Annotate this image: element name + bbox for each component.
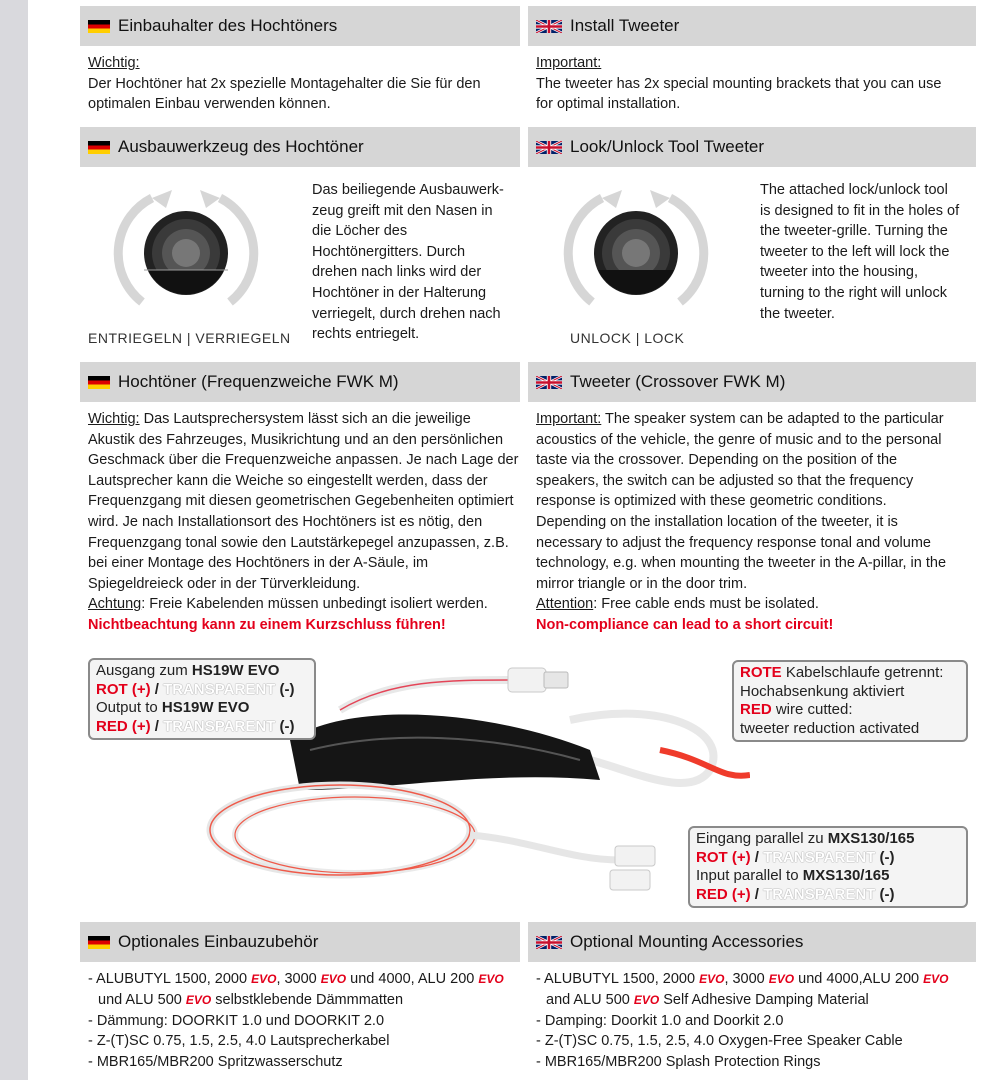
list-item [536,969,948,990]
uk-flag-icon [536,376,562,389]
important-label: Important: [536,411,602,427]
text-line: technology, e.g. when mounting the tweeter in the A-pillar, in the [536,555,947,572]
text-line: die Löcher des [312,223,408,240]
text-span: : Free cable ends must be isolated. [593,596,819,613]
text-line: taste via the crossover. Depending on the position of the [536,452,898,469]
text-line: Lautsprecher kann die Weiche so eingestellt werden, dass der [88,472,488,489]
text-line: the tweeter. [760,305,835,322]
uk-flag-icon [536,141,562,154]
callout-text: MXS130/165 [827,830,915,847]
callout-text: TRANSPARENT [163,717,276,735]
callout-text: MXS130/165 [802,867,890,884]
callout-text: TRANSPARENT [763,848,876,866]
text-line: Geschmack über die Frequenzweiche anpassen. Je nach Lage der [88,452,519,469]
text-line: tweeter to the left will lock the [760,243,950,260]
list-item [536,990,948,1011]
text-line: Hochtönergitters. Durch [312,243,466,260]
callout-text: RED (+) [696,885,751,903]
list-item [88,990,504,1011]
left-margin-strip [0,0,28,1080]
text-span: - ALUBUTYL 1500, 2000 [536,971,700,987]
accessories-list-de [88,969,504,1073]
text-line: drehen nach links wird der [312,264,482,281]
header-title: Optional Mounting Accessories [570,932,804,951]
list-item: - Z-(T)SC 0.75, 1.5, 2.5, 4.0 Oxygen-Free Speaker Cable [536,1033,903,1050]
text-span: and ALU 500 [546,991,634,1008]
text-span: und ALU 500 [98,991,186,1008]
text-line: Das beiliegende Ausbauwerk- [312,182,504,198]
text-line: Spiegeldreieck oder in der Türverkleidung. [88,575,361,592]
mount-text-de [88,53,518,115]
callout-text: Hochabsenkung aktiviert [740,682,905,700]
list-item: - MBR165/MBR200 Splash Protection Rings [536,1054,821,1071]
header-title: Optionales Einbauzubehör [118,932,319,951]
mount-text-en [536,53,976,115]
callout-text: (-) [275,717,295,735]
text-line: Depending on the installation location of the tweeter, it is [536,513,898,530]
callout-text: tweeter reduction activated [740,719,920,737]
text-line: Der Hochtöner hat 2x spezielle Montagehalter die Sie für den [88,75,481,92]
uk-flag-icon [536,20,562,33]
evo-tag: EVO [320,972,347,986]
callout-text: ROT (+) [696,848,751,866]
tool-caption-de: ENTRIEGELN | VERRIEGELN [88,330,291,346]
text-span: selbstklebende Dämmmatten [211,991,404,1008]
text-span: - ALUBUTYL 1500, 2000 [88,971,252,987]
callout-text: (-) [275,680,295,698]
text-line: response is optimized with these geometric conditions. [536,493,887,510]
caution-label: Attention [536,596,594,613]
important-label: Important: [536,55,602,71]
header-title: Install Tweeter [570,16,680,35]
header-accessories-de [80,922,520,962]
text-line: is designed to fit in the holes of [760,202,960,219]
warning-text: Nichtbeachtung kann zu einem Kurzschluss führen! [88,616,446,633]
callout-text: TRANSPARENT [163,680,276,698]
evo-tag: EVO [251,972,277,986]
callout-red-wire [732,660,968,742]
callout-text: Ausgang zum [96,662,192,679]
evo-tag: EVO [699,972,725,986]
text-line: speakers, the switch can be adjusted so that the frequency [536,472,914,489]
tool-caption-en: UNLOCK | LOCK [570,330,685,346]
german-flag-icon [88,20,110,33]
german-flag-icon [88,141,110,154]
callout-text: / [750,885,764,903]
important-label: Wichtig: [88,411,140,427]
evo-tag: EVO [923,972,949,986]
german-flag-icon [88,936,110,949]
german-flag-icon [88,376,110,389]
callout-text: (-) [875,848,895,866]
tool-text-de [312,180,522,345]
header-title: Ausbauwerkzeug des Hochtöner [118,137,364,156]
header-tool-de [80,127,520,167]
callout-input [688,826,968,908]
text-line: for optimal installation. [536,96,681,113]
text-line: verriegelt, durch drehen nach [312,305,501,322]
header-tool-en [528,127,976,167]
tweeter-lock-tool-image [112,184,260,322]
callout-text: Eingang parallel zu [696,830,828,847]
list-item: - Z-(T)SC 0.75, 1.5, 2.5, 4.0 Lautsprecherkabel [88,1033,390,1050]
text-span: : Freie Kabelenden müssen unbedingt isoliert werden. [141,596,488,613]
list-item [88,969,504,990]
text-span: , 3000 [724,971,769,987]
header-title: Hochtöner (Frequenzweiche FWK M) [118,372,399,391]
text-line: Frequenzgang tonal sowie den Lautstärkepegel anzupassen, z.B. [88,534,509,551]
text-span: Das Lautsprechersystem lässt sich an die jeweilige [139,411,471,427]
header-title: Look/Unlock Tool Tweeter [570,137,765,156]
text-line: zeug greift mit den Nasen in [312,202,493,219]
callout-text: RED [740,701,772,718]
text-line: rechts entriegelt. [312,326,420,343]
text-line: The attached lock/unlock tool [760,182,948,198]
warning-text: Non-compliance can lead to a short circuit! [536,616,834,633]
callout-text: Kabelschlaufe getrennt: [781,664,944,681]
text-line: acoustics of the vehicle, the genre of music and to the personal [536,431,942,448]
evo-tag: EVO [633,992,660,1007]
text-line: wird. Je nach Installationsort des Hochtöners ist es nötig, den [88,513,483,530]
text-span: und 4000, ALU 200 [346,971,479,987]
header-title: Tweeter (Crossover FWK M) [570,372,786,391]
header-mount-en [528,6,976,46]
callout-text: / [150,680,164,698]
text-line: turning to the right will unlock [760,284,947,301]
text-line: Frequenzgang mit diesen geometrischen Gegebenheiten optimiert [88,493,514,510]
evo-tag: EVO [185,992,212,1007]
text-line: bei einer Montage des Hochtöners in der A-Säule, im [88,555,429,572]
callout-text: HS19W EVO [161,699,250,716]
header-crossover-en [528,362,976,402]
callout-text: / [750,848,764,866]
callout-text: (-) [875,885,895,903]
callout-text: Input parallel to [696,867,803,884]
text-line: optimalen Einbau verwenden können. [88,96,331,113]
text-span: The speaker system can be adapted to the particular [601,411,944,427]
crossover-text-de [88,409,524,636]
header-mount-de [80,6,520,46]
text-span: Self Adhesive Damping Material [659,991,869,1008]
callout-text: ROT (+) [96,680,151,698]
text-line: mirror triangle or in the door trim. [536,575,748,592]
text-line: Akustik des Fahrzeuges, Musikrichtung und an den persönlichen [88,431,504,448]
accessories-list-en [536,969,948,1073]
text-span: , 3000 [276,971,321,987]
evo-tag: EVO [768,972,795,986]
text-span: und 4000,ALU 200 [794,971,924,987]
callout-output [88,658,316,740]
callout-text: TRANSPARENT [763,885,876,903]
callout-text: / [150,717,164,735]
list-item: - Dämmung: DOORKIT 1.0 und DOORKIT 2.0 [88,1012,385,1029]
evo-tag: EVO [478,972,504,986]
crossover-text-en [536,409,976,636]
uk-flag-icon [536,936,562,949]
callout-text: ROTE [740,664,782,681]
callout-text: wire cutted: [771,701,853,718]
tool-text-en [760,180,975,324]
header-accessories-en [528,922,976,962]
list-item: - Damping: Doorkit 1.0 and Doorkit 2.0 [536,1012,784,1029]
callout-text: Output to [96,699,162,716]
text-line: tweeter into the housing, [760,264,918,281]
header-crossover-de [80,362,520,402]
text-line: necessary to adjust the frequency response tonal and volume [536,534,931,551]
text-line: Hochtöner in der Halterung [312,284,487,301]
text-line: The tweeter has 2x special mounting brackets that you can use [536,75,942,92]
tweeter-lock-tool-image [562,184,710,322]
callout-text: RED (+) [96,717,151,735]
list-item: - MBR165/MBR200 Spritzwasserschutz [88,1054,343,1071]
callout-text: HS19W EVO [191,662,280,679]
text-line: the tweeter-grille. Turning the [760,223,948,240]
caution-label: Achtung [88,596,142,613]
important-label: Wichtig: [88,55,140,71]
header-title: Einbauhalter des Hochtöners [118,16,338,35]
